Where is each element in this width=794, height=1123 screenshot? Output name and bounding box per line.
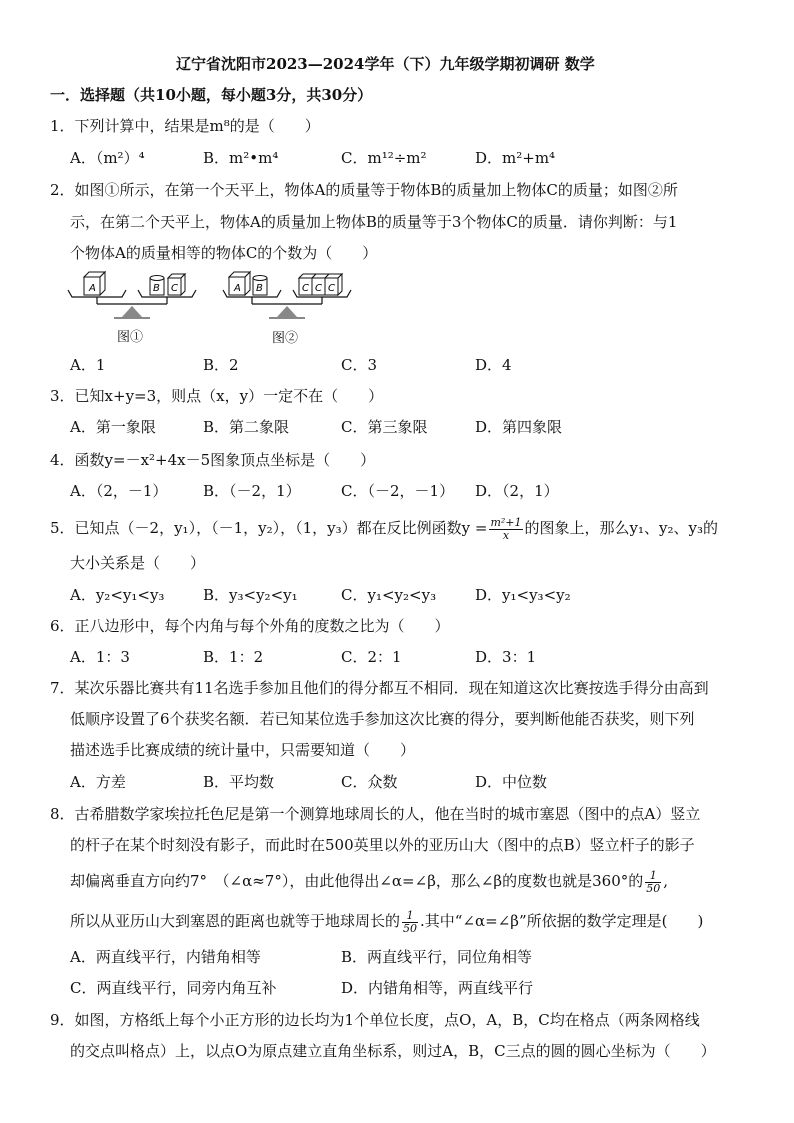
q4-option-b[interactable]: B．（－2，1） bbox=[203, 482, 301, 500]
q1-option-a[interactable]: A．（m²）⁴ bbox=[70, 149, 145, 167]
q5-fraction bbox=[489, 517, 522, 541]
q4-option-c[interactable]: C．（－2，－1） bbox=[341, 482, 455, 500]
cube-a bbox=[229, 272, 250, 295]
q3-option-c[interactable]: C．第三象限 bbox=[341, 418, 428, 436]
figure-2-caption: 图② bbox=[272, 331, 299, 346]
q5-stem-part-1: 5．已知点（－2，y₁），（－1，y₂），（1，y₃）都在反比例函数y = bbox=[50, 519, 488, 537]
q8-option-b[interactable]: B．两直线平行，同位角相等 bbox=[341, 948, 533, 966]
q8-option-d[interactable]: D．内错角相等，两直线平行 bbox=[341, 979, 534, 997]
cylinder-b-label: B bbox=[153, 283, 160, 294]
q2-option-d[interactable]: D．4 bbox=[475, 356, 512, 374]
question-2-line-3: 个物体A的质量相等的物体C的个数为（ ） bbox=[70, 244, 378, 262]
cube-a-label: A bbox=[234, 283, 241, 294]
q3-option-a[interactable]: A．第一象限 bbox=[70, 418, 156, 436]
q8-fraction-2 bbox=[402, 910, 418, 934]
q8-fraction-1-denominator: 50 bbox=[646, 881, 661, 895]
q8-fraction-2-numerator: 1 bbox=[402, 910, 418, 923]
balance-figure-1 bbox=[68, 272, 196, 318]
cube-c-label: C bbox=[302, 283, 309, 294]
q2-option-a[interactable]: A．1 bbox=[70, 356, 106, 374]
q2-option-c[interactable]: C．3 bbox=[341, 356, 378, 374]
q5-option-a[interactable]: A．y₂<y₁<y₃ bbox=[70, 586, 165, 604]
q7-option-b[interactable]: B．平均数 bbox=[203, 773, 275, 791]
question-8-line-2: 的杆子在某个时刻没有影子，而此时在500英里以外的亚历山大（图中的点B）竖立杆子的影子 bbox=[70, 836, 695, 854]
q4-option-a[interactable]: A．（2，－1） bbox=[70, 482, 168, 500]
q6-option-a[interactable]: A．1：3 bbox=[70, 648, 130, 666]
cube-c-label: C bbox=[171, 283, 178, 294]
q5-option-d[interactable]: D．y₁<y₃<y₂ bbox=[475, 586, 571, 604]
q8-line-3-text: 却偏离垂直方向约7° （∠α≈7°），由此他得出∠α=∠β，那么∠β的度数也就是360°的 bbox=[70, 872, 644, 890]
section-heading: 一．选择题（共10小题，每小题3分，共30分） bbox=[50, 86, 373, 104]
q8-line-4-text: 所以从亚历山大到塞恩的距离也就等于地球周长的 bbox=[70, 912, 401, 930]
q6-option-b[interactable]: B．1：2 bbox=[203, 648, 264, 666]
cylinder-b-label: B bbox=[256, 283, 263, 294]
question-7-line-3: 描述选手比赛成绩的统计量中，只需要知道（ ） bbox=[70, 741, 416, 759]
q5-stem-part-2: 的图象上，那么y₁、y₂、y₃的 bbox=[524, 519, 718, 537]
q1-option-d[interactable]: D．m²+m⁴ bbox=[475, 149, 556, 167]
q8-option-a[interactable]: A．两直线平行，内错角相等 bbox=[70, 948, 261, 966]
balance-figure-2 bbox=[223, 272, 351, 318]
question-8-line-1: 8．古希腊数学家埃拉托色尼是第一个测算地球周长的人，他在当时的城市塞恩（图中的点A）竖立 bbox=[50, 805, 701, 823]
q3-option-d[interactable]: D．第四象限 bbox=[475, 418, 563, 436]
q8-option-c[interactable]: C．两直线平行，同旁内角互补 bbox=[70, 979, 277, 997]
question-2-line-2: 示，在第二个天平上，物体A的质量加上物体B的质量等于3个物体C的质量．请你判断：与1 bbox=[70, 213, 678, 231]
q4-option-d[interactable]: D．（2，1） bbox=[475, 482, 559, 500]
question-5-line-1 bbox=[50, 513, 718, 543]
question-8-line-4 bbox=[70, 906, 703, 936]
question-6-stem: 6．正八边形中，每个内角与每个外角的度数之比为（ ） bbox=[50, 617, 450, 635]
question-4-stem: 4．函数y=－x²+4x－5图象顶点坐标是（ ） bbox=[50, 451, 376, 469]
q5-option-c[interactable]: C．y₁<y₂<y₃ bbox=[341, 586, 437, 604]
figure-1-caption: 图① bbox=[117, 330, 144, 345]
question-8-line-3: 却偏离垂直方向约7° （∠α≈7°），由此他得出∠α=∠β，那么∠β的度数也就是360°的 $\frac{1}{50}$ , bbox=[70, 868, 669, 895]
q8-fraction-1 bbox=[645, 870, 661, 894]
cylinder-b bbox=[150, 276, 164, 296]
page-title: 辽宁省沈阳市2023—2024学年（下）九年级学期初调研 数学 bbox=[176, 55, 595, 73]
q1-option-b[interactable]: B．m²•m⁴ bbox=[203, 149, 279, 167]
cylinder-b bbox=[253, 276, 267, 296]
q6-option-c[interactable]: C．2：1 bbox=[341, 648, 402, 666]
question-5-line-2: 大小关系是（ ） bbox=[70, 554, 206, 572]
q2-option-b[interactable]: B．2 bbox=[203, 356, 239, 374]
question-1-stem: 1．下列计算中，结果是m⁸的是（ ） bbox=[50, 117, 320, 135]
question-3-stem: 3．已知x+y=3，则点（x，y）一定不在（ ） bbox=[50, 387, 384, 405]
question-7-line-1: 7．某次乐器比赛共有11名选手参加且他们的得分都互不相同．现在知道这次比赛按选手得分由高到 bbox=[50, 679, 709, 697]
q8-fraction-1-numerator: 1 bbox=[645, 870, 661, 883]
question-2-line-1: 2．如图①所示，在第一个天平上，物体A的质量等于物体B的质量加上物体C的质量；如图②所 bbox=[50, 181, 678, 199]
q8-fraction-2-denominator: 50 bbox=[403, 921, 418, 935]
q7-option-c[interactable]: C．众数 bbox=[341, 773, 398, 791]
cube-a-label: A bbox=[89, 283, 96, 294]
cube-a bbox=[84, 272, 105, 295]
balance-figures bbox=[62, 268, 362, 348]
q3-option-b[interactable]: B．第二象限 bbox=[203, 418, 290, 436]
cube-c-label: C bbox=[328, 283, 335, 294]
q8-line-4-tail: .其中“∠α=∠β”所依据的数学定理是( ) bbox=[420, 912, 704, 930]
question-9-line-2: 的交点叫格点）上，以点O为原点建立直角坐标系，则过A，B，C三点的圆的圆心坐标为（ ） bbox=[70, 1042, 716, 1060]
cube-c bbox=[168, 274, 185, 295]
question-9-line-1: 9．如图，方格纸上每个小正方形的边长均为1个单位长度，点O，A，B，C均在格点（两条网格线 bbox=[50, 1011, 700, 1029]
q5-option-b[interactable]: B．y₃<y₂<y₁ bbox=[203, 586, 298, 604]
cube-c bbox=[325, 274, 342, 295]
question-7-line-2: 低顺序设置了6个获奖名额．若已知某位选手参加这次比赛的得分，要判断他能否获奖，则下列 bbox=[70, 710, 695, 728]
cube-c-label: C bbox=[315, 283, 322, 294]
q5-fraction-denominator: x bbox=[502, 528, 510, 542]
q7-option-d[interactable]: D．中位数 bbox=[475, 773, 548, 791]
q1-option-c[interactable]: C．m¹²÷m² bbox=[341, 149, 427, 167]
q7-option-a[interactable]: A．方差 bbox=[70, 773, 126, 791]
q6-option-d[interactable]: D．3：1 bbox=[475, 648, 537, 666]
q5-fraction-numerator: m²+1 bbox=[490, 515, 522, 529]
